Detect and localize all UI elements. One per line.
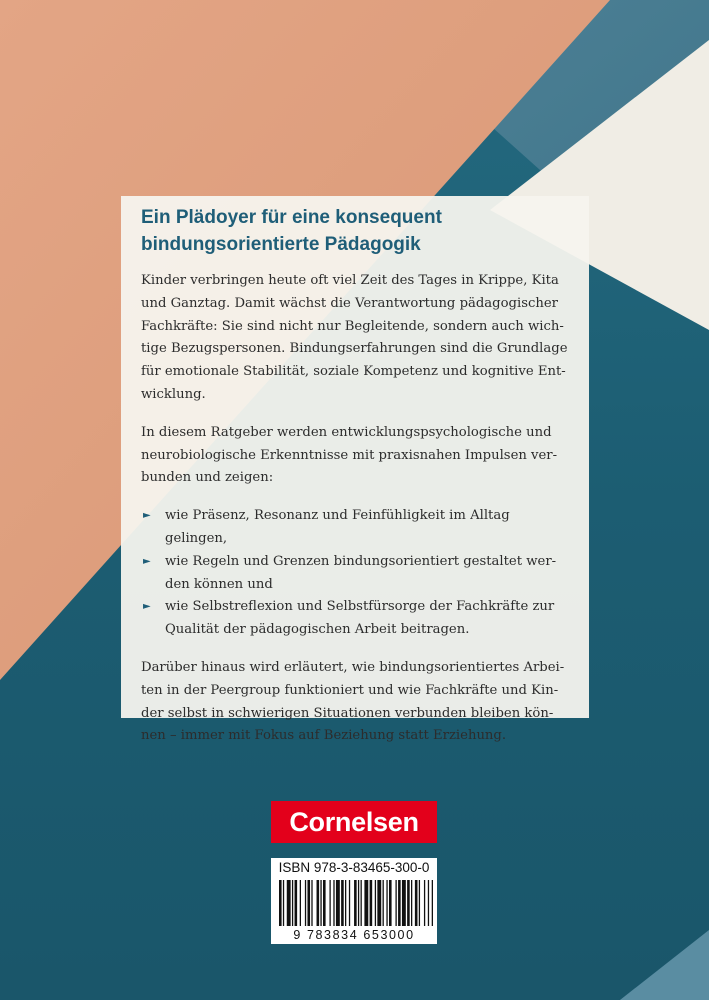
text-line: der selbst in schwierigen Situationen verbunden bleiben kön- [141,705,554,721]
barcode-bar [341,880,344,926]
triangle-bullet-icon: ► [143,510,151,522]
heading-line: bindungsorientierte Pädagogik [141,234,421,255]
barcode-bar [398,880,401,926]
barcode-bar [428,880,429,926]
barcode-bar [333,880,334,926]
barcode-bar [354,880,357,926]
text-line: Qualität der pädagogischen Arbeit beitragen. [165,622,470,638]
barcode-bar [377,880,381,926]
text-line: ten in der Peergroup funktioniert und wie Fachkräfte und Kin- [141,682,559,698]
barcode-bar [336,880,340,926]
barcode-bar [292,880,293,926]
text-line: In diesem Ratgeber werden entwicklungspsychologische und [141,424,552,440]
paragraph-closing [141,657,571,748]
blurb-heading [141,204,571,258]
isbn-barcode [271,858,437,944]
publisher-logo: Cornelsen [271,801,437,843]
barcode-bar [300,880,301,926]
bullet-list [141,505,571,642]
barcode-bar [361,880,362,926]
triangle-bullet-icon: ► [143,601,151,613]
text-line: den können und [165,576,273,592]
triangle-bullet-icon: ► [143,555,151,567]
barcode-icon [279,880,433,926]
barcode-bar [295,880,298,926]
barcode-bar [279,880,282,926]
text-line: und Ganztag. Damit wächst die Verantwortung pädagogischer [141,295,558,311]
barcode-bar [411,880,412,926]
text-line: wie Regeln und Grenzen bindungsorientiert gestaltet wer- [165,553,557,569]
barcode-bar [329,880,330,926]
text-line: wie Selbstreflexion und Selbstfürsorge der Fachkräfte zur [165,599,555,615]
barcode-bar [323,880,326,926]
paragraph-ratgeber [141,422,571,490]
text-line: Darüber hinaus wird erläutert, wie bindungsorientiertes Arbei- [141,659,565,675]
heading-line: Ein Plädoyer für eine konsequent [141,207,442,228]
barcode-bar [395,880,396,926]
barcode-number: 9 783834 653000 [293,928,415,942]
text-line: Kinder verbringen heute oft viel Zeit des Tages in Krippe, Kita [141,273,559,288]
barcode-bar [320,880,321,926]
text-line: wicklung. [141,386,206,402]
text-line: tige Bezugspersonen. Bindungserfahrungen sind die Grundlage [141,341,568,357]
barcode-bar [364,880,368,926]
barcode-bar [307,880,310,926]
barcode-bar [389,880,392,926]
barcode-bar [375,880,376,926]
text-line: wie Präsenz, Resonanz und Feinfühligkeit im Alltag gelingen, [165,508,510,546]
barcode-bar [358,880,359,926]
barcode-bar [311,880,312,926]
barcode-bar [432,880,433,926]
barcode-bar [283,880,284,926]
barcode-bar [345,880,346,926]
text-line: für emotionale Stabilität, soziale Kompetenz und kognitive Ent- [141,364,566,380]
list-item [141,551,571,597]
text-line: neurobiologische Erkenntnisse mit praxisnahen Impulsen ver- [141,447,558,463]
list-item [141,596,571,642]
barcode-bar [383,880,384,926]
barcode-bar [407,880,410,926]
barcode-bar [419,880,420,926]
barcode-bar [349,880,350,926]
paragraph-intro [141,270,571,407]
isbn-label: ISBN 978-3-83465-300-0 [278,860,430,875]
barcode-bar [317,880,320,926]
barcode-bar [386,880,387,926]
barcode-bar [402,880,406,926]
list-item [141,505,571,551]
text-line: Fachkräfte: Sie sind nicht nur Begleitende, sondern auch wich- [141,318,564,334]
text-panel [121,196,589,744]
barcode-bar [424,880,425,926]
barcode-bar [287,880,291,926]
barcode-bar [305,880,306,926]
barcode-bar [415,880,418,926]
text-line: bunden und zeigen: [141,470,274,486]
text-line: nen – immer mit Fokus auf Beziehung statt Erziehung. [141,728,507,744]
barcode-bar [370,880,373,926]
